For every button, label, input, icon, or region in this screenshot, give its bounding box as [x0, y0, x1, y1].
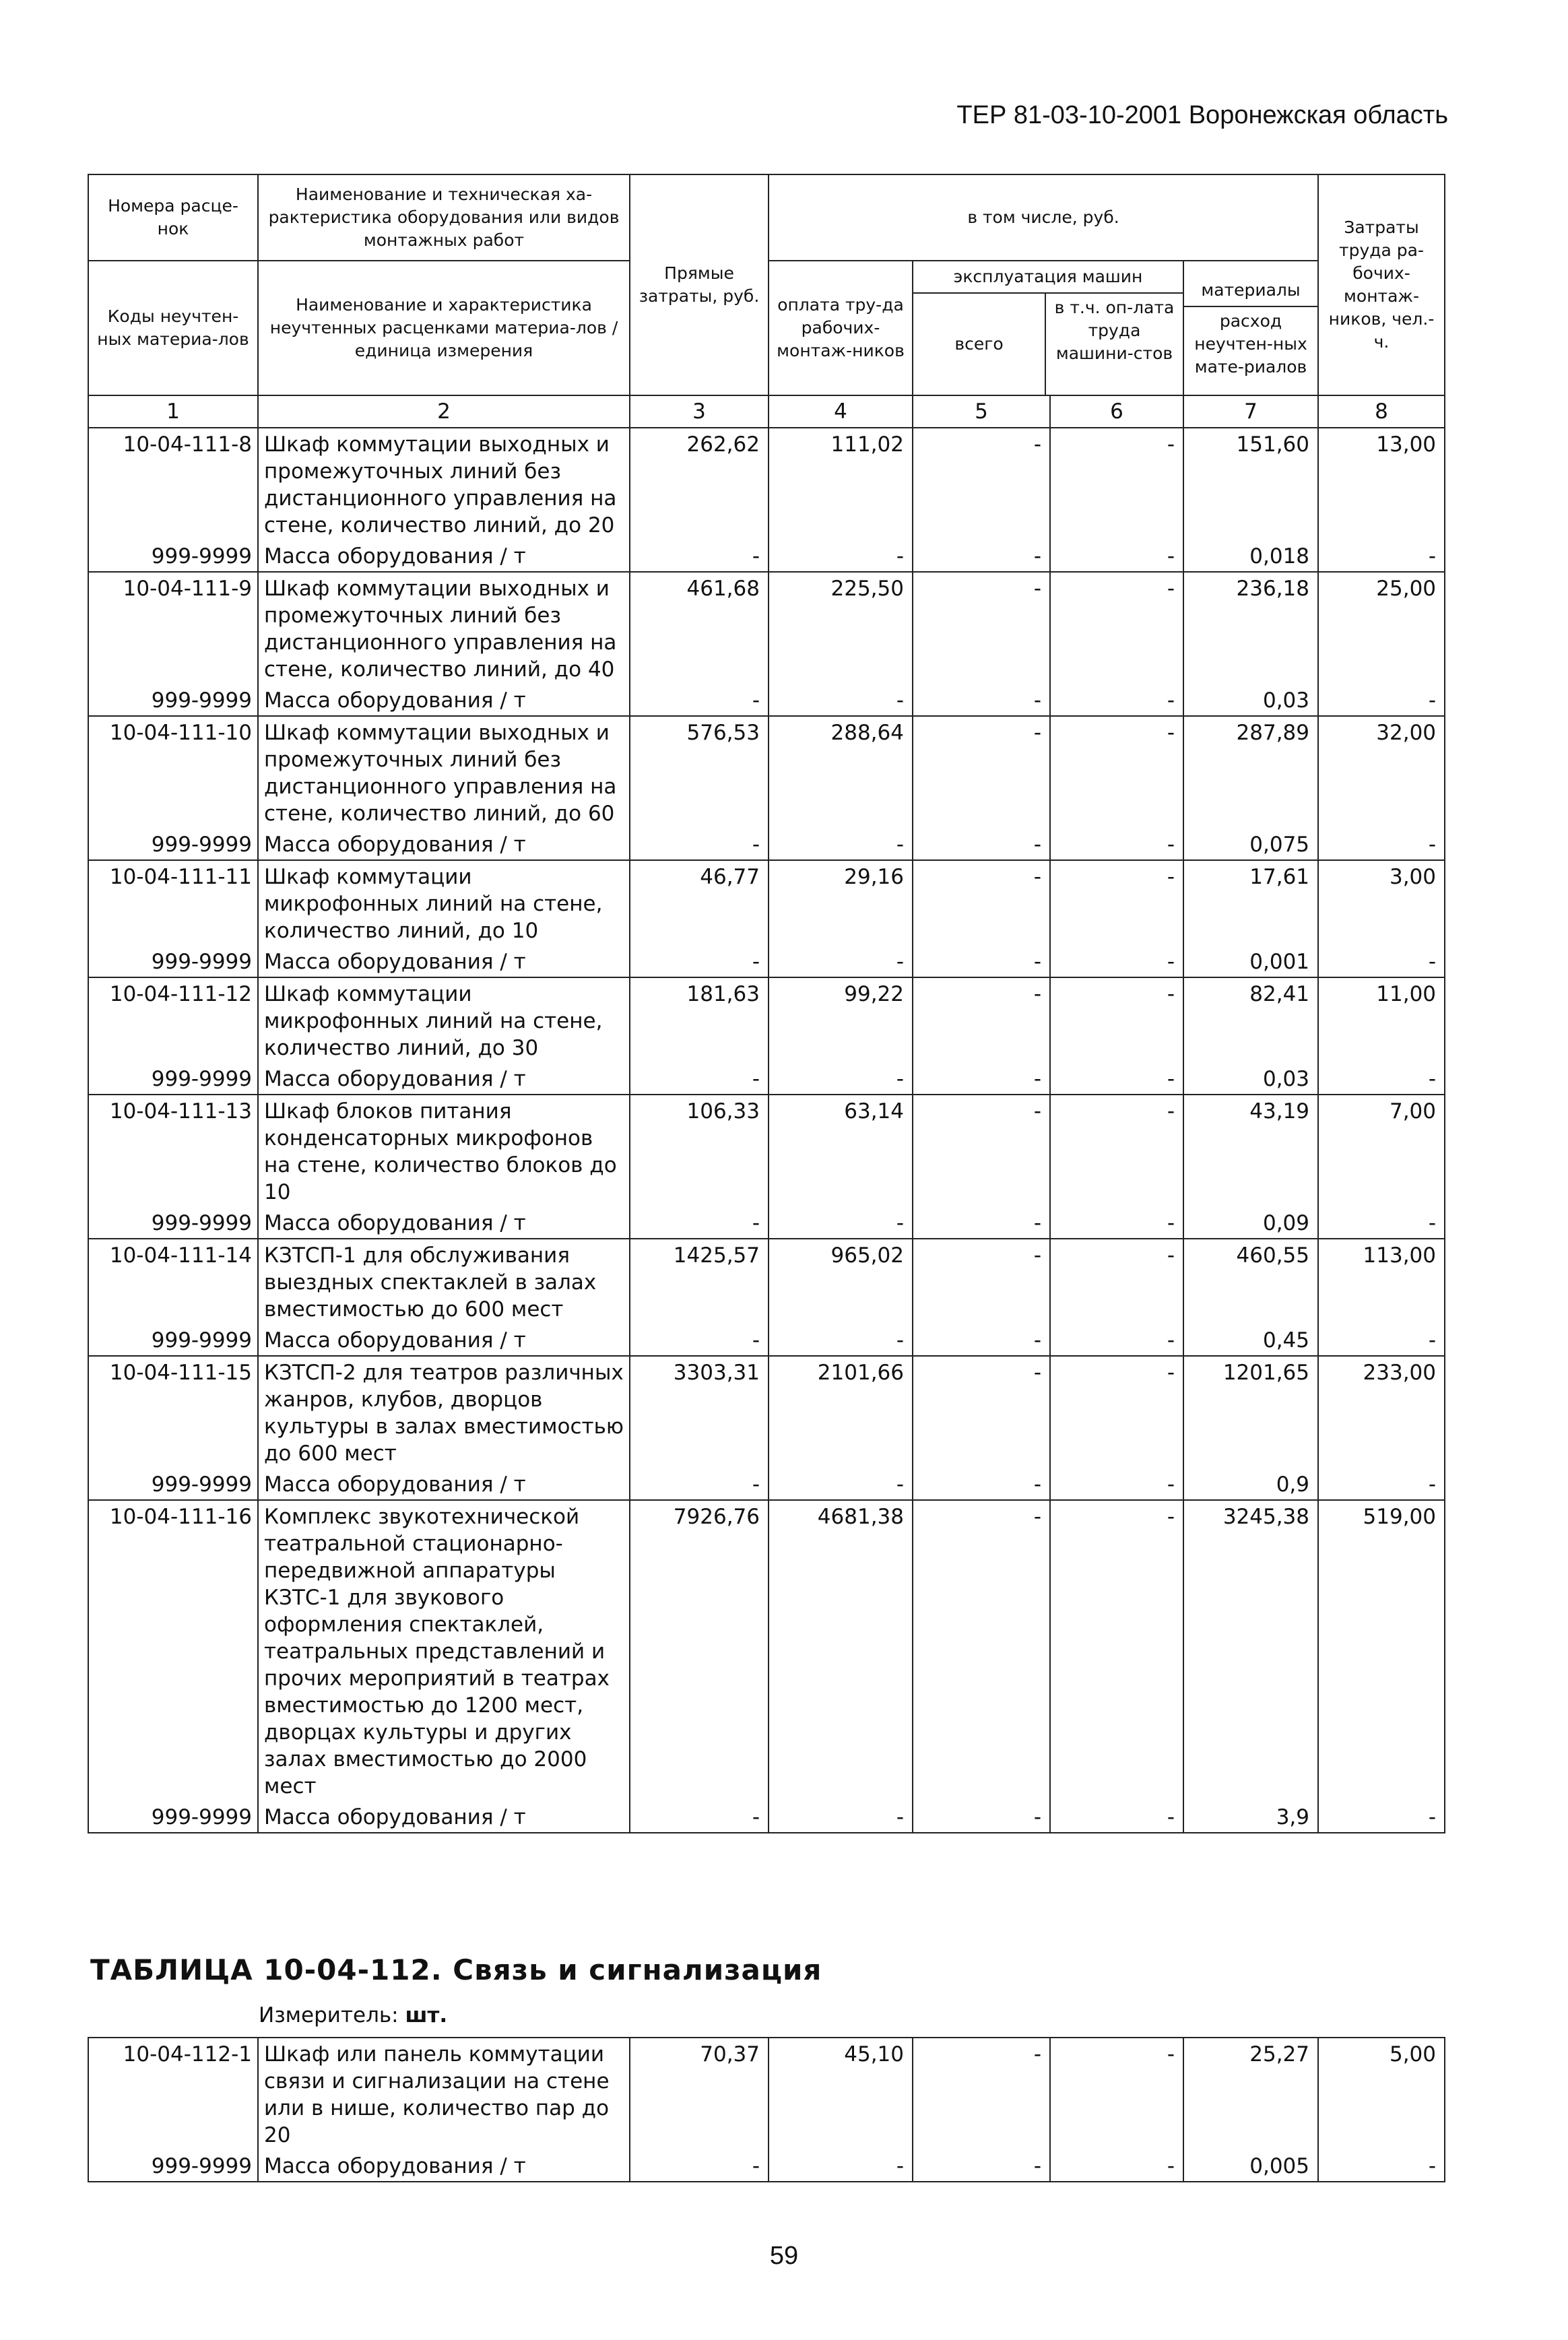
work-description: Шкаф коммутации выходных и промежуточных линий без дистанционного управления на стене, количество линий, до 20 [258, 428, 630, 540]
col-number: 4 [769, 395, 913, 428]
table-row [88, 572, 1445, 684]
machines-total-cell: - [913, 540, 1050, 572]
work-description: Шкаф коммутации выходных и промежуточных линий без дистанционного управления на стене, количество линий, до 60 [258, 716, 630, 828]
work-description: Шкаф коммутации микрофонных линий на стене, количество линий, до 10 [258, 860, 630, 946]
machinist-pay-cell: - [1050, 946, 1183, 977]
machines-total-cell: - [913, 1356, 1050, 1468]
machinist-pay-cell: - [1050, 684, 1183, 716]
labor-pay-cell: - [769, 2150, 913, 2182]
machinist-pay-cell: - [1050, 1468, 1183, 1500]
direct-costs-cell: 1425,57 [630, 1239, 769, 1324]
materials-usage-cell: 0,075 [1183, 828, 1318, 860]
labor-pay-cell: - [769, 1801, 913, 1833]
col-rate-number-header: Номера расце-нок [88, 174, 258, 261]
materials-usage-cell: 0,005 [1183, 2150, 1318, 2182]
rate-code: 10-04-111-15 [88, 1356, 258, 1468]
labor-pay-cell: - [769, 684, 913, 716]
labor-pay-cell: 965,02 [769, 1239, 913, 1324]
direct-costs-cell: 46,77 [630, 860, 769, 946]
machines-total-cell: - [913, 1063, 1050, 1095]
rate-code: 10-04-111-10 [88, 716, 258, 828]
materials-usage-cell: 0,03 [1183, 1063, 1318, 1095]
direct-costs-cell: 70,37 [630, 2038, 769, 2150]
material-code: 999-9999 [88, 540, 258, 572]
col-material-code-header: Коды неучтен-ных материа-лов [88, 261, 258, 395]
materials-usage-cell: 151,60 [1183, 428, 1318, 540]
direct-costs-cell: - [630, 540, 769, 572]
table-row [88, 1500, 1445, 1801]
machinist-pay-cell: - [1050, 828, 1183, 860]
labor-pay-cell: - [769, 946, 913, 977]
unit-label: Измеритель: [259, 2003, 399, 2027]
labor-hours-cell: - [1318, 2150, 1445, 2182]
document-header: ТЕР 81-03-10-2001 Воронежская область [956, 101, 1448, 129]
machinist-pay-cell: - [1050, 716, 1183, 828]
direct-costs-cell: - [630, 1063, 769, 1095]
materials-usage-cell: 0,03 [1183, 684, 1318, 716]
machines-total-cell: - [913, 946, 1050, 977]
machines-total-cell: - [913, 428, 1050, 540]
labor-hours-cell: - [1318, 1324, 1445, 1356]
material-description: Масса оборудования / т [258, 684, 630, 716]
direct-costs-cell: - [630, 684, 769, 716]
col-number: 6 [1050, 395, 1183, 428]
rate-code: 10-04-111-12 [88, 977, 258, 1063]
labor-hours-cell: - [1318, 1063, 1445, 1095]
material-row [88, 1468, 1445, 1500]
work-description: Шкаф или панель коммутации связи и сигнализации на стене или в нише, количество пар до 20 [258, 2038, 630, 2150]
labor-hours-cell: 519,00 [1318, 1500, 1445, 1801]
rate-code: 10-04-111-11 [88, 860, 258, 946]
materials-usage-cell: 82,41 [1183, 977, 1318, 1063]
material-code: 999-9999 [88, 946, 258, 977]
labor-hours-cell: - [1318, 1468, 1445, 1500]
page-number: 59 [769, 2242, 799, 2270]
work-description: Шкаф блоков питания конденсаторных микрофонов на стене, количество блоков до 10 [258, 1095, 630, 1207]
materials-usage-cell: 0,09 [1183, 1207, 1318, 1239]
material-row [88, 1801, 1445, 1833]
material-code: 999-9999 [88, 1063, 258, 1095]
material-description: Масса оборудования / т [258, 540, 630, 572]
material-code: 999-9999 [88, 684, 258, 716]
col-direct-costs-header: Прямые затраты, руб. [630, 174, 769, 395]
materials-usage-cell: 17,61 [1183, 860, 1318, 946]
labor-hours-cell: - [1318, 1801, 1445, 1833]
col-materials-group [1183, 261, 1318, 395]
material-code: 999-9999 [88, 828, 258, 860]
machinist-pay-cell: - [1050, 1207, 1183, 1239]
machines-total-cell: - [913, 684, 1050, 716]
labor-hours-cell: 3,00 [1318, 860, 1445, 946]
table-row [88, 860, 1445, 946]
labor-pay-cell: 111,02 [769, 428, 913, 540]
labor-pay-cell: 225,50 [769, 572, 913, 684]
labor-pay-cell: - [769, 828, 913, 860]
rate-code: 10-04-111-8 [88, 428, 258, 540]
direct-costs-cell: - [630, 1324, 769, 1356]
materials-usage-cell: 0,018 [1183, 540, 1318, 572]
direct-costs-cell: 181,63 [630, 977, 769, 1063]
labor-pay-cell: - [769, 540, 913, 572]
materials-usage-cell: 0,9 [1183, 1468, 1318, 1500]
machinist-pay-cell: - [1050, 1095, 1183, 1207]
machines-total-cell: - [913, 1468, 1050, 1500]
material-code: 999-9999 [88, 1207, 258, 1239]
table-row [88, 1095, 1445, 1207]
col-machinist-pay-header: в т.ч. оп-лата труда машини-стов [1054, 298, 1175, 363]
machines-total-cell: - [913, 1095, 1050, 1207]
materials-usage-cell: 3245,38 [1183, 1500, 1318, 1801]
column-numbers-row [88, 395, 1445, 428]
direct-costs-cell: - [630, 1801, 769, 1833]
machinist-pay-cell: - [1050, 572, 1183, 684]
direct-costs-cell: 576,53 [630, 716, 769, 828]
materials-usage-cell: 3,9 [1183, 1801, 1318, 1833]
rate-code: 10-04-111-9 [88, 572, 258, 684]
machines-total-cell: - [913, 2150, 1050, 2182]
machines-total-cell: - [913, 828, 1050, 860]
labor-pay-cell: - [769, 1324, 913, 1356]
rate-code: 10-04-111-13 [88, 1095, 258, 1207]
machinist-pay-cell: - [1050, 428, 1183, 540]
machines-total-cell: - [913, 860, 1050, 946]
labor-hours-cell: 233,00 [1318, 1356, 1445, 1468]
machines-total-cell: - [913, 1324, 1050, 1356]
col-materials-usage-header: расход неучтен-ных мате-риалов [1194, 311, 1307, 377]
material-code: 999-9999 [88, 1324, 258, 1356]
col-number: 5 [913, 395, 1050, 428]
direct-costs-cell: 106,33 [630, 1095, 769, 1207]
unit-value: шт. [405, 2003, 448, 2027]
machinist-pay-cell: - [1050, 540, 1183, 572]
machinist-pay-cell: - [1050, 1500, 1183, 1801]
direct-costs-cell: - [630, 1207, 769, 1239]
col-work-name-header: Наименование и техническая ха-рактеристика оборудования или видов монтажных работ [258, 174, 630, 261]
col-including-header: в том числе, руб. [769, 174, 1318, 261]
col-machines-group [913, 261, 1183, 395]
labor-pay-cell: - [769, 1063, 913, 1095]
labor-pay-cell: 29,16 [769, 860, 913, 946]
material-row [88, 946, 1445, 977]
table-row [88, 2038, 1445, 2150]
material-row [88, 540, 1445, 572]
col-machines-total-header: всего [913, 294, 1046, 395]
machinist-pay-cell: - [1050, 2150, 1183, 2182]
material-description: Масса оборудования / т [258, 2150, 630, 2182]
labor-hours-cell: 11,00 [1318, 977, 1445, 1063]
col-materials-header: материалы [1184, 275, 1317, 307]
direct-costs-cell: - [630, 828, 769, 860]
materials-usage-cell: 1201,65 [1183, 1356, 1318, 1468]
work-description: КЗТСП-2 для театров различных жанров, клубов, дворцов культуры в залах вместимостью до 600 мест [258, 1356, 630, 1468]
work-description: КЗТСП-1 для обслуживания выездных спектаклей в залах вместимостью до 600 мест [258, 1239, 630, 1324]
machinist-pay-cell: - [1050, 1063, 1183, 1095]
table-unit [259, 2003, 447, 2027]
table-row [88, 1239, 1445, 1324]
material-description: Масса оборудования / т [258, 1801, 630, 1833]
labor-hours-cell: - [1318, 828, 1445, 860]
labor-pay-cell: - [769, 1468, 913, 1500]
labor-hours-cell: 113,00 [1318, 1239, 1445, 1324]
material-row [88, 2150, 1445, 2182]
col-machines-header: эксплуатация машин [913, 261, 1183, 294]
machines-total-cell: - [913, 977, 1050, 1063]
rates-table [88, 174, 1445, 1833]
work-description: Шкаф коммутации выходных и промежуточных линий без дистанционного управления на стене, количество линий, до 40 [258, 572, 630, 684]
rate-code: 10-04-111-14 [88, 1239, 258, 1324]
table-title: ТАБЛИЦА 10-04-112. Связь и сигнализация [90, 1953, 822, 1986]
machinist-pay-cell: - [1050, 977, 1183, 1063]
col-number: 7 [1183, 395, 1318, 428]
col-labor-pay-header: оплата тру-да рабочих-монтаж-ников [769, 261, 913, 395]
machines-total-cell: - [913, 1801, 1050, 1833]
col-number: 2 [258, 395, 630, 428]
machines-total-cell: - [913, 1207, 1050, 1239]
table-row [88, 1356, 1445, 1468]
rate-code: 10-04-111-16 [88, 1500, 258, 1801]
col-number: 3 [630, 395, 769, 428]
materials-usage-cell: 287,89 [1183, 716, 1318, 828]
materials-usage-cell: 0,45 [1183, 1324, 1318, 1356]
machinist-pay-cell: - [1050, 1801, 1183, 1833]
materials-usage-cell: 0,001 [1183, 946, 1318, 977]
material-description: Масса оборудования / т [258, 1207, 630, 1239]
col-machines-subheaders [913, 294, 1183, 395]
work-description: Комплекс звукотехнической театральной стационарно-передвижной аппаратуры КЗТС-1 для звукового оформления спектаклей, театральных представлений и прочих мероприятий в театрах вместимостью до 1200 мест, дворцах культуры и других залах вместимостью до 2000 мест [258, 1500, 630, 1801]
material-description: Масса оборудования / т [258, 1468, 630, 1500]
machinist-pay-cell: - [1050, 1239, 1183, 1324]
machines-total-cell: - [913, 2038, 1050, 2150]
materials-usage-cell: 25,27 [1183, 2038, 1318, 2150]
direct-costs-cell: 3303,31 [630, 1356, 769, 1468]
direct-costs-cell: 7926,76 [630, 1500, 769, 1801]
labor-pay-cell: 4681,38 [769, 1500, 913, 1801]
direct-costs-cell: 461,68 [630, 572, 769, 684]
material-row [88, 828, 1445, 860]
materials-usage-cell: 460,55 [1183, 1239, 1318, 1324]
rate-code: 10-04-112-1 [88, 2038, 258, 2150]
machines-total-cell: - [913, 716, 1050, 828]
material-code: 999-9999 [88, 1468, 258, 1500]
materials-usage-cell: 236,18 [1183, 572, 1318, 684]
machinist-pay-cell: - [1050, 1356, 1183, 1468]
col-number: 1 [88, 395, 258, 428]
labor-pay-cell: 63,14 [769, 1095, 913, 1207]
labor-pay-cell: 2101,66 [769, 1356, 913, 1468]
labor-pay-cell: 45,10 [769, 2038, 913, 2150]
machines-total-cell: - [913, 1239, 1050, 1324]
labor-hours-cell: - [1318, 946, 1445, 977]
work-description: Шкаф коммутации микрофонных линий на стене, количество линий, до 30 [258, 977, 630, 1063]
labor-hours-cell: 13,00 [1318, 428, 1445, 540]
machinist-pay-cell: - [1050, 1324, 1183, 1356]
col-labor-hours-header: Затраты труда ра-бочих-монтаж-ников, чел.-ч. [1318, 174, 1445, 395]
material-code: 999-9999 [88, 2150, 258, 2182]
material-description: Масса оборудования / т [258, 946, 630, 977]
material-description: Масса оборудования / т [258, 1063, 630, 1095]
direct-costs-cell: - [630, 946, 769, 977]
table-row [88, 977, 1445, 1063]
rates-table-2 [88, 2037, 1445, 2182]
labor-hours-cell: 5,00 [1318, 2038, 1445, 2150]
direct-costs-cell: - [630, 2150, 769, 2182]
material-row [88, 1063, 1445, 1095]
materials-usage-cell: 43,19 [1183, 1095, 1318, 1207]
labor-pay-cell: 288,64 [769, 716, 913, 828]
machinist-pay-cell: - [1050, 2038, 1183, 2150]
labor-hours-cell: 7,00 [1318, 1095, 1445, 1207]
material-code: 999-9999 [88, 1801, 258, 1833]
direct-costs-cell: 262,62 [630, 428, 769, 540]
machines-total-cell: - [913, 572, 1050, 684]
table-row [88, 716, 1445, 828]
material-row [88, 1324, 1445, 1356]
table-body [88, 428, 1445, 1833]
labor-hours-cell: - [1318, 1207, 1445, 1239]
direct-costs-cell: - [630, 1468, 769, 1500]
labor-hours-cell: - [1318, 540, 1445, 572]
machines-total-cell: - [913, 1500, 1050, 1801]
table-row [88, 428, 1445, 540]
machinist-pay-cell: - [1050, 860, 1183, 946]
material-row [88, 1207, 1445, 1239]
labor-hours-cell: 32,00 [1318, 716, 1445, 828]
labor-pay-cell: - [769, 1207, 913, 1239]
labor-hours-cell: - [1318, 684, 1445, 716]
material-description: Масса оборудования / т [258, 1324, 630, 1356]
labor-hours-cell: 25,00 [1318, 572, 1445, 684]
labor-pay-cell: 99,22 [769, 977, 913, 1063]
material-row [88, 684, 1445, 716]
col-material-name-header: Наименование и характеристика неучтенных расценками материа-лов / единица измерения [258, 261, 630, 395]
col-number: 8 [1318, 395, 1445, 428]
material-description: Масса оборудования / т [258, 828, 630, 860]
table-head [88, 174, 1445, 428]
table-body-2 [88, 2038, 1445, 2182]
